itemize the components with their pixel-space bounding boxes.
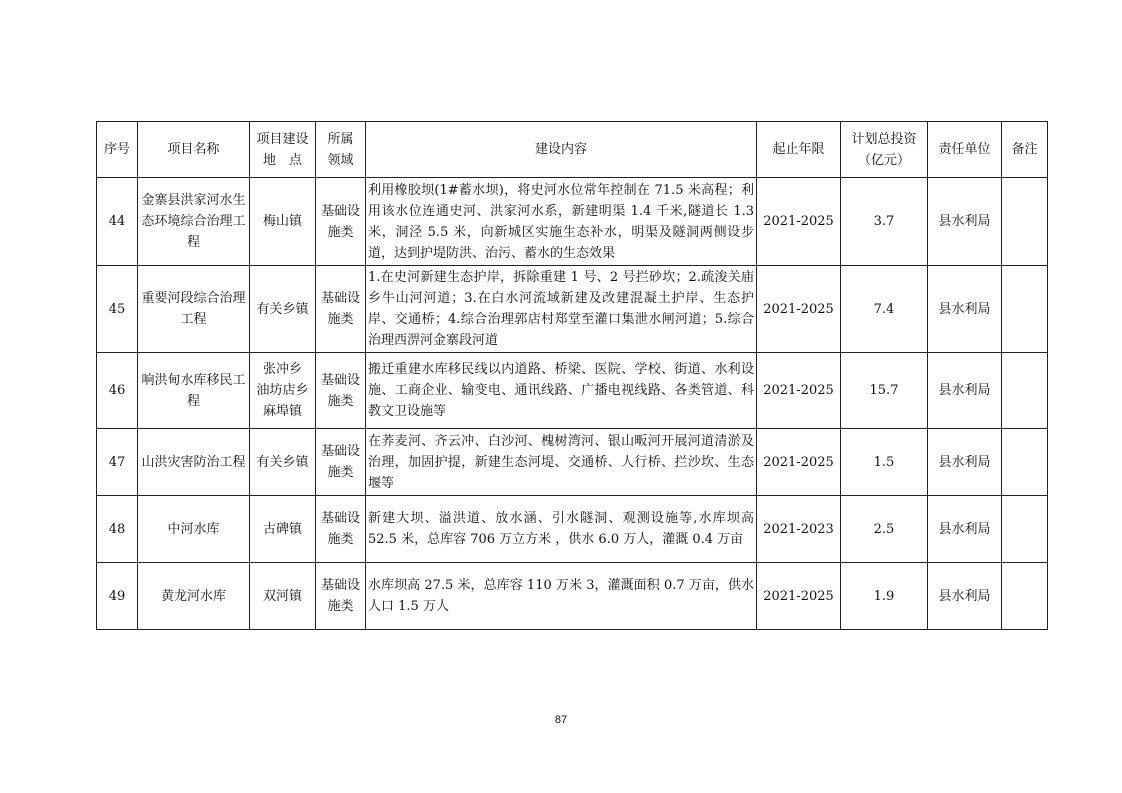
cell-investment: 3.7 (841, 178, 928, 266)
cell-name: 黄龙河水库 (138, 563, 250, 630)
cell-remark (1002, 429, 1048, 496)
cell-remark (1002, 353, 1048, 429)
cell-location: 双河镇 (250, 563, 316, 630)
cell-content: 搬迁重建水库移民线以内道路、桥梁、医院、学校、街道、水利设施、工商企业、输变电、通讯线路、广播电视线路、各类管道、科教文卫设施等 (366, 353, 757, 429)
cell-investment: 7.4 (841, 266, 928, 353)
cell-location: 梅山镇 (250, 178, 316, 266)
cell-remark (1002, 496, 1048, 563)
project-table (96, 121, 1048, 630)
cell-seq: 44 (97, 178, 138, 266)
cell-seq: 46 (97, 353, 138, 429)
cell-name: 响洪甸水库移民工程 (138, 353, 250, 429)
cell-period: 2021-2025 (757, 353, 841, 429)
cell-period: 2021-2025 (757, 429, 841, 496)
cell-name: 山洪灾害防治工程 (138, 429, 250, 496)
cell-remark (1002, 178, 1048, 266)
cell-investment: 1.5 (841, 429, 928, 496)
header-period: 起止年限 (757, 122, 841, 178)
cell-content: 在荞麦河、齐云冲、白沙河、槐树湾河、银山畈河开展河道清淤及治理，加固护提，新建生态河堤、交通桥、人行桥、拦沙坎、生态堰等 (366, 429, 757, 496)
cell-remark (1002, 266, 1048, 353)
cell-investment: 1.9 (841, 563, 928, 630)
page-number: 87 (554, 714, 568, 726)
cell-location: 张冲乡 油坊店乡 麻埠镇 (250, 353, 316, 429)
cell-location: 有关乡镇 (250, 429, 316, 496)
cell-unit: 县水利局 (928, 563, 1002, 630)
table-row (97, 266, 1048, 353)
cell-content: 新建大坝、溢洪道、放水涵、引水隧洞、观测设施等,水库坝高 52.5 米，总库容 706 万立方米 ，供水 6.0 万人，灌溉 0.4 万亩 (366, 496, 757, 563)
header-location: 项目建设 地 点 (250, 122, 316, 178)
cell-unit: 县水利局 (928, 266, 1002, 353)
cell-period: 2021-2025 (757, 178, 841, 266)
cell-unit: 县水利局 (928, 429, 1002, 496)
header-content: 建设内容 (366, 122, 757, 178)
table-row (97, 353, 1048, 429)
header-remark: 备注 (1002, 122, 1048, 178)
cell-unit: 县水利局 (928, 496, 1002, 563)
cell-domain: 基础设施类 (316, 266, 366, 353)
cell-unit: 县水利局 (928, 178, 1002, 266)
cell-unit: 县水利局 (928, 353, 1002, 429)
table-row (97, 178, 1048, 266)
header-name: 项目名称 (138, 122, 250, 178)
cell-domain: 基础设施类 (316, 353, 366, 429)
cell-name: 重要河段综合治理工程 (138, 266, 250, 353)
table-row (97, 496, 1048, 563)
cell-name: 中河水库 (138, 496, 250, 563)
header-seq: 序号 (97, 122, 138, 178)
header-domain: 所属 领域 (316, 122, 366, 178)
cell-period: 2021-2025 (757, 563, 841, 630)
cell-investment: 15.7 (841, 353, 928, 429)
header-unit: 责任单位 (928, 122, 1002, 178)
cell-seq: 45 (97, 266, 138, 353)
cell-seq: 47 (97, 429, 138, 496)
cell-period: 2021-2023 (757, 496, 841, 563)
cell-seq: 49 (97, 563, 138, 630)
cell-content: 利用橡胶坝(1#蓄水坝)，将史河水位常年控制在 71.5 米高程；利用该水位连通史河、洪家河水系，新建明渠 1.4 千米,隧道长 1.3 米，洞泾 5.5 米，向新城区实施生态补水，明渠及隧洞两侧设步道，达到护堤防洪、治污、蓄水的生态效果 (366, 178, 757, 266)
cell-location: 有关乡镇 (250, 266, 316, 353)
cell-content: 水库坝高 27.5 米，总库容 110 万米 3，灌溉面积 0.7 万亩，供水人口 1.5 万人 (366, 563, 757, 630)
cell-period: 2021-2025 (757, 266, 841, 353)
cell-name: 金寨县洪家河水生态环境综合治理工程 (138, 178, 250, 266)
table-row (97, 563, 1048, 630)
header-row (97, 122, 1048, 178)
cell-domain: 基础设施类 (316, 563, 366, 630)
cell-domain: 基础设施类 (316, 429, 366, 496)
cell-seq: 48 (97, 496, 138, 563)
header-investment: 计划总投资 （亿元） (841, 122, 928, 178)
cell-investment: 2.5 (841, 496, 928, 563)
cell-domain: 基础设施类 (316, 178, 366, 266)
cell-domain: 基础设施类 (316, 496, 366, 563)
table-row (97, 429, 1048, 496)
cell-location: 古碑镇 (250, 496, 316, 563)
cell-remark (1002, 563, 1048, 630)
cell-content: 1.在史河新建生态护岸，拆除重建 1 号、2 号拦砂坎；2.疏浚关庙乡牛山河河道；3.在白水河流域新建及改建混凝土护岸、生态护岸、交通桥；4.综合治理郭店村郑堂至灌口集泄水闸河道；5.综合治理西淠河金寨段河道 (366, 266, 757, 353)
